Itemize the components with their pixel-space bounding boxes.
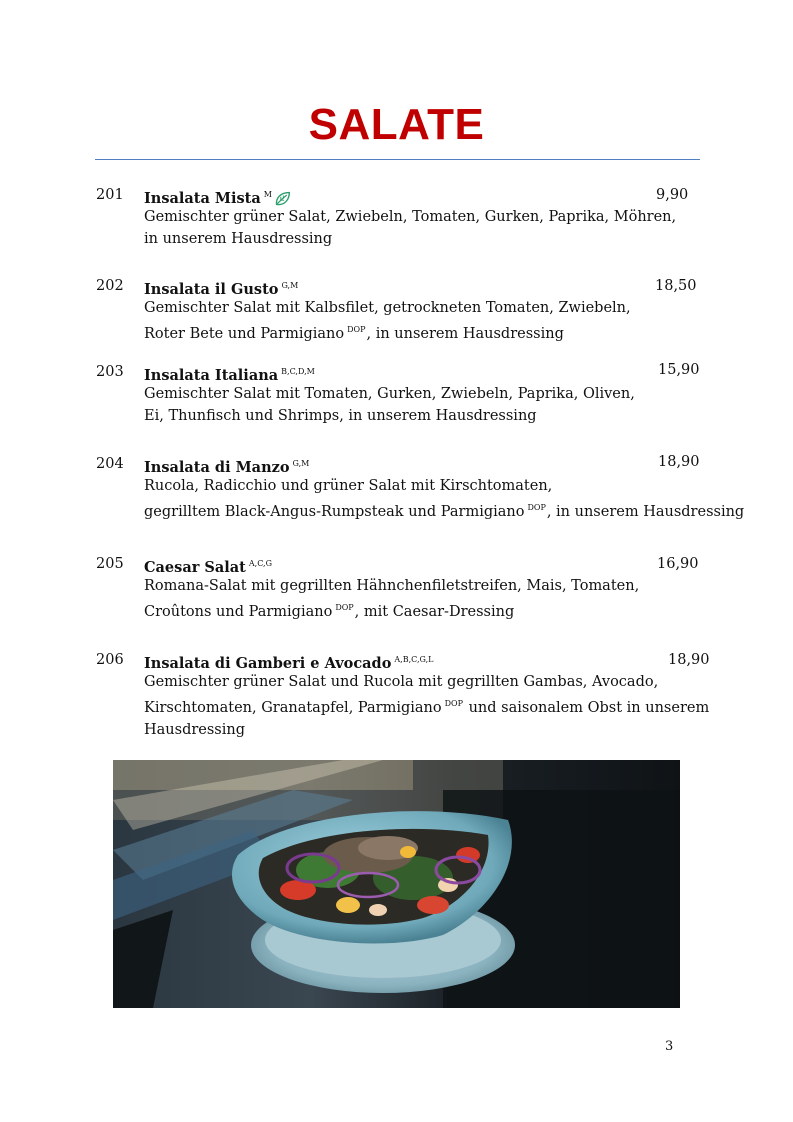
item-name: Insalata Mista $^M$ [144, 184, 291, 214]
item-price: 18,90 [668, 652, 710, 668]
item-number: 202 [96, 278, 124, 294]
item-name: Insalata di Gamberi e Avocado $^{A,B,C,G,L}$ [144, 655, 434, 672]
allergen-codes: G,M [281, 281, 299, 290]
allergen-codes: A,B,C,G,L [394, 655, 434, 664]
salad-photo [113, 760, 680, 1008]
item-price: 16,90 [657, 556, 699, 572]
page-number: 3 [665, 1039, 674, 1054]
dop-mark: DOP [347, 325, 366, 334]
item-description: Gemischter Salat mit Kalbsfilet, getrockneten Tomaten, Zwiebeln, Roter Bete und Parmigiano $^{DOP}$, in unserem Hausdressing [144, 300, 631, 342]
dop-mark: DOP [335, 603, 354, 612]
item-description: Rucola, Radicchio und grüner Salat mit Kirschtomaten, gegrilltem Black-Angus-Rumpsteak und Parmigiano $^{DOP}$, in unserem Hausdressing [144, 478, 745, 520]
item-name: Insalata di Manzo $^{G,M}$ [144, 459, 310, 476]
item-name: Insalata Italiana $^{B,C,D,M}$ [144, 367, 315, 384]
item-price: 18,50 [655, 278, 697, 294]
item-price: 9,90 [656, 187, 689, 203]
item-price: 15,90 [658, 362, 700, 378]
allergen-codes: G,M [292, 459, 310, 468]
item-description: Romana-Salat mit gegrillten Hähnchenfiletstreifen, Mais, Tomaten, Croûtons und Parmigiano $^{DOP}$, mit Caesar-Dressing [144, 578, 640, 620]
item-number: 203 [96, 364, 124, 380]
dop-mark: DOP [444, 699, 463, 708]
item-number: 201 [96, 187, 124, 203]
title-divider [95, 159, 700, 160]
item-price: 18,90 [658, 454, 700, 470]
dop-mark: DOP [527, 503, 546, 512]
item-description: Gemischter Salat mit Tomaten, Gurken, Zwiebeln, Paprika, Oliven, Ei, Thunfisch und Shrimps, in unserem Hausdressing [144, 386, 635, 424]
allergen-codes: A,C,G [248, 559, 272, 568]
item-number: 206 [96, 652, 124, 668]
item-number: 204 [96, 456, 124, 472]
item-name: Insalata il Gusto $^{G,M}$ [144, 281, 299, 298]
item-number: 205 [96, 556, 124, 572]
allergen-codes: B,C,D,M [281, 367, 315, 376]
page-title: SALATE [308, 100, 485, 149]
item-name: Caesar Salat $^{A,C,G}$ [144, 559, 272, 576]
item-description: Gemischter grüner Salat und Rucola mit gegrillten Gambas, Avocado, Kirschtomaten, Granatapfel, Parmigiano $^{DOP}$ und saisonalem Obst in unserem Hausdressing [144, 674, 710, 738]
allergen-codes: M [263, 190, 272, 199]
item-description: Gemischter grüner Salat, Zwiebeln, Tomaten, Gurken, Paprika, Möhren, in unserem Hausdressing [144, 209, 677, 247]
